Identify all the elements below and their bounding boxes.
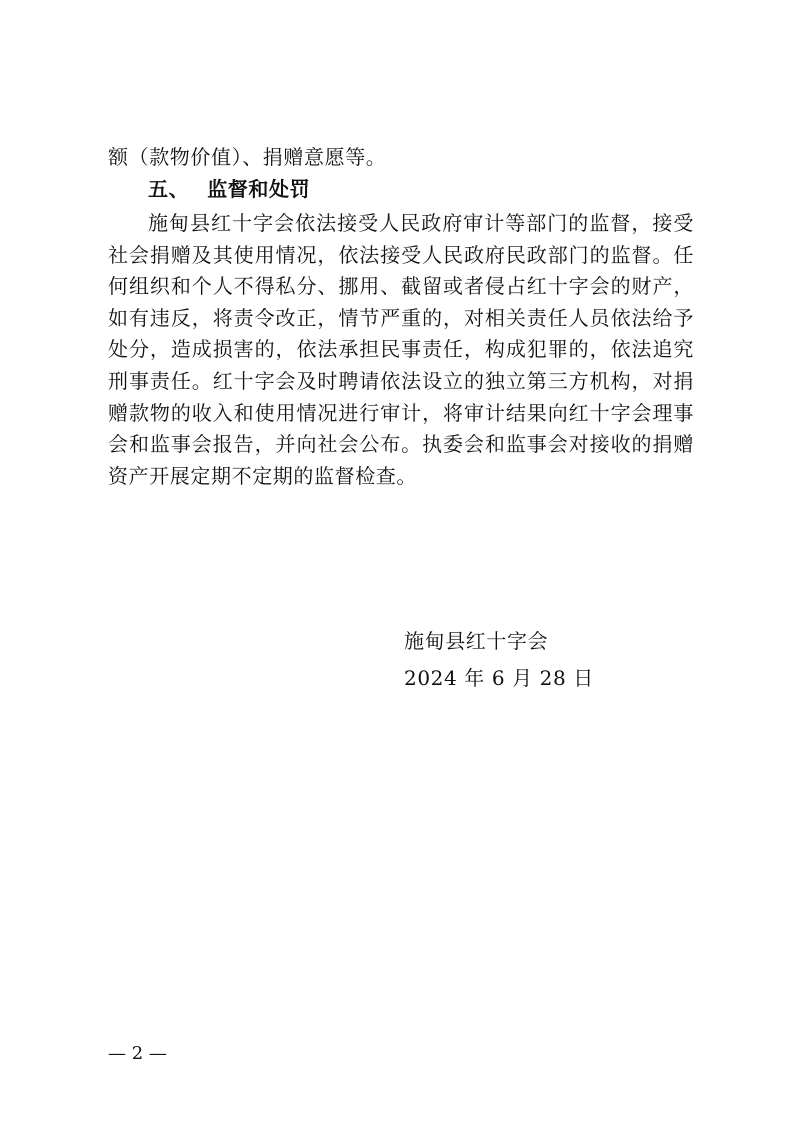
section-heading: [148, 174, 310, 206]
section-number: 五、: [148, 177, 190, 201]
page-number: — 2 —: [108, 1043, 167, 1064]
signature-date: 2024 年 6 月 28 日: [404, 666, 594, 690]
continuation-paragraph: 额（款物价值）、捐赠意愿等。: [108, 145, 387, 169]
section-title: 监督和处罚: [207, 177, 311, 201]
signature-organization: 施甸县红十字会: [404, 629, 549, 653]
section-paragraph: 施甸县红十字会依法接受人民政府审计等部门的监督，接受社会捐赠及其使用情况，依法接受人民政府民政部门的监督。任何组织和个人不得私分、挪用、截留或者侵占红十字会的财产，如有违反，将责令改正，情节严重的，对相关责任人员依法给予处分，造成损害的，依法承担民事责任，构成犯罪的，依法追究刑事责任。红十字会及时聘请依法设立的独立第三方机构，对捐赠款物的收入和使用情况进行审计，将审计结果向红十字会理事会和监事会报告，并向社会公布。执委会和监事会对接收的捐赠资产开展定期不定期的监督检查。: [108, 211, 694, 488]
